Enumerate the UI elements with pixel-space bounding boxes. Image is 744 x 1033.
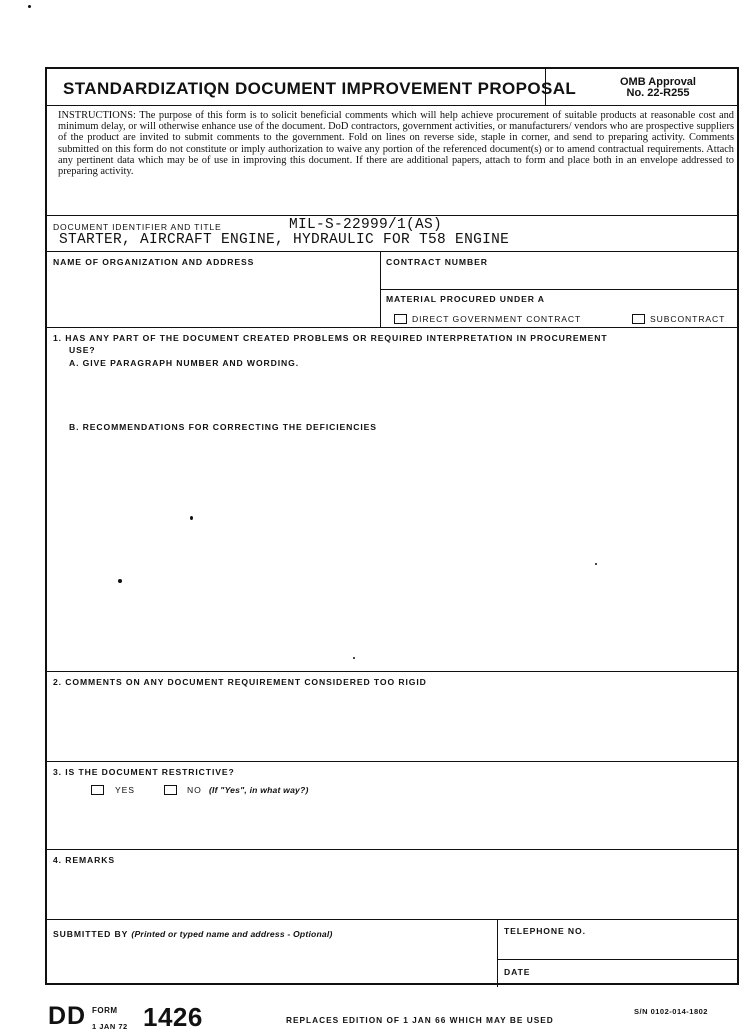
scan-speck xyxy=(28,5,31,8)
stock-number: S/N 0102-014-1802 xyxy=(634,1007,708,1016)
question-1b-label: B. RECOMMENDATIONS FOR CORRECTING THE DEFICIENCIES xyxy=(69,422,377,432)
restrictive-no-label: NO xyxy=(187,785,202,795)
divider xyxy=(380,289,737,290)
omb-approval-label: OMB Approval xyxy=(620,76,696,88)
document-title-value[interactable]: STARTER, AIRCRAFT ENGINE, HYDRAULIC FOR T58 ENGINE xyxy=(59,232,510,248)
subcontract-checkbox[interactable] xyxy=(632,314,645,324)
submitted-by-block xyxy=(53,929,333,939)
divider xyxy=(497,919,498,987)
divider xyxy=(47,761,737,762)
omb-approval xyxy=(599,77,717,99)
organization-label: NAME OF ORGANIZATION AND ADDRESS xyxy=(53,257,255,267)
question-4-label: 4. REMARKS xyxy=(53,855,116,865)
divider xyxy=(497,959,737,960)
scan-speck xyxy=(353,657,355,659)
header-divider xyxy=(545,69,546,105)
form-title: STANDARDIZATIQN DOCUMENT IMPROVEMENT PROPOSAL xyxy=(63,79,577,98)
scan-speck xyxy=(595,563,597,565)
form-number: 1426 xyxy=(143,1002,203,1032)
submitted-by-label: SUBMITTED BY xyxy=(53,929,129,939)
divider xyxy=(47,215,737,216)
telephone-label: TELEPHONE NO. xyxy=(504,926,586,936)
divider xyxy=(47,671,737,672)
divider xyxy=(47,849,737,850)
dd-mark: DD xyxy=(48,1002,87,1030)
question-1a-label: A. GIVE PARAGRAPH NUMBER AND WORDING. xyxy=(69,358,300,368)
contract-number-label: CONTRACT NUMBER xyxy=(386,257,488,267)
form-date: 1 JAN 72 xyxy=(92,1022,128,1031)
form-word: FORM xyxy=(92,1006,118,1015)
form-frame xyxy=(45,67,739,985)
divider xyxy=(47,105,737,106)
scan-speck xyxy=(190,516,193,520)
divider xyxy=(47,919,737,920)
restrictive-note: (If "Yes", in what way?) xyxy=(209,785,309,795)
replaces-note: REPLACES EDITION OF 1 JAN 66 WHICH MAY BE USED xyxy=(286,1015,554,1025)
question-2-label: 2. COMMENTS ON ANY DOCUMENT REQUIREMENT CONSIDERED TOO RIGID xyxy=(53,677,427,687)
divider xyxy=(47,251,737,252)
instructions-text: INSTRUCTIONS: The purpose of this form is to solicit beneficial comments which will help achieve procurement of suitable products at reasonable cost and minimum delay, or will otherwise enhance use of the document. DoD contractors, government activities, or manufacturers/ vendors who are prospective suppliers of the product are invited to submit comments to the government. Fold on lines on reverse side, staple in corner, and send to preparing activity. Comments submitted on this form do not constitute or imply authorization to waive any portion of the referenced document(s) or to amend contractual requirements. Attach any pertinent data which may be of use in improving this document. If there are additional papers, attach to form and place both in an envelope addressed to preparing activity. xyxy=(58,110,734,178)
subcontract-label: SUBCONTRACT xyxy=(650,314,726,324)
question-1-label: 1. HAS ANY PART OF THE DOCUMENT CREATED PROBLEMS OR REQUIRED INTERPRETATION IN PROCUREMENT xyxy=(53,333,608,343)
direct-contract-label: DIRECT GOVERNMENT CONTRACT xyxy=(412,314,582,324)
document-identifier-value[interactable]: MIL-S-22999/1(AS) xyxy=(289,217,443,233)
direct-contract-checkbox[interactable] xyxy=(394,314,407,324)
restrictive-yes-checkbox[interactable] xyxy=(91,785,104,795)
divider xyxy=(47,327,737,328)
question-1-continuation: USE? xyxy=(69,345,96,355)
submitted-by-note: (Printed or typed name and address - Optional) xyxy=(131,929,333,939)
question-3-label: 3. IS THE DOCUMENT RESTRICTIVE? xyxy=(53,767,235,777)
material-procured-label: MATERIAL PROCURED UNDER A xyxy=(386,294,545,304)
scan-speck xyxy=(118,579,122,583)
restrictive-yes-label: YES xyxy=(115,785,135,795)
restrictive-no-checkbox[interactable] xyxy=(164,785,177,795)
document-identifier-label: DOCUMENT IDENTIFIER AND TITLE xyxy=(53,222,222,232)
date-label: DATE xyxy=(504,967,531,977)
omb-approval-number: No. 22-R255 xyxy=(626,87,690,99)
